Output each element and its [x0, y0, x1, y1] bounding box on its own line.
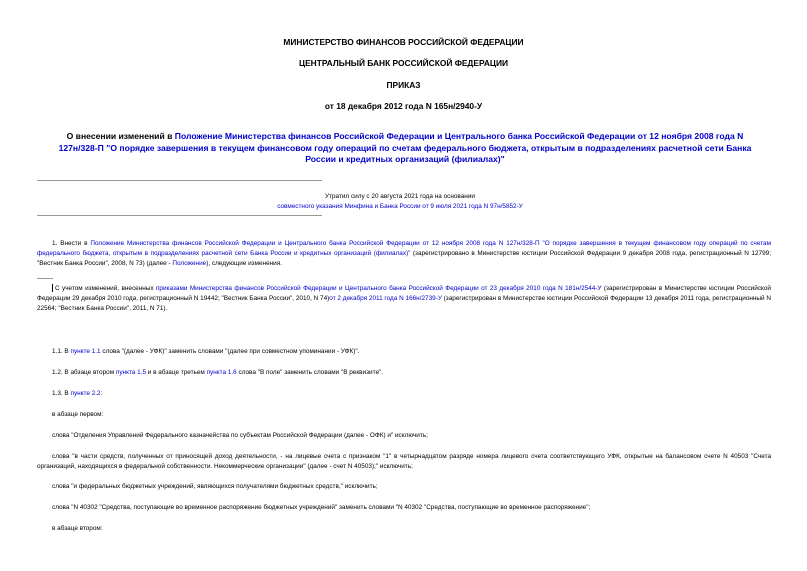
paragraph-1-2 [52, 368, 772, 378]
p1-short-name-link[interactable]: Положение [172, 260, 207, 267]
p1-text: ), следующие изменения. [206, 260, 282, 267]
ministry-heading: МИНИСТЕРСТВО ФИНАНСОВ РОССИЙСКОЙ ФЕДЕРАЦИИ [283, 37, 524, 47]
p1-text: 1. Внести в [52, 240, 91, 247]
p1-regulation-link[interactable]: Положение Министерства финансов Российской Федерации и Центрального банка Российской Федерации от 12 ноября 2008 года N 127н/328-П "О порядке завершения в текущем финансовом году операций по счетам федерального бюджета, открытым в подразделениях расчетной сети Банка России и кредитных организаций (филиалах)" [37, 240, 771, 257]
p1-text: (зарегистрировано в Министерстве юстиции Российской Федерации 9 декабря 2008 года, регистрационный N 12799; "Вестник Банка России", 2008, N 73) [37, 250, 771, 267]
paragraph-1 [37, 239, 771, 269]
p2-text: С учетом изменений, внесенных [55, 285, 156, 292]
p5-text: 1.3. В [52, 390, 71, 397]
p5-text: : [100, 390, 103, 397]
paragraph-replace-40302: слова "N 40302 "Средства, поступающие во временное распоряжение бюджетных учреждений" заменить словами "N 40302 "Средства, поступающие во временное распоряжение"; [52, 504, 591, 511]
title-regulation-link[interactable]: Положение Министерства финансов Российской Федерации и Центрального банка Российской Федерации от 12 ноября 2008 года N 127н/328-П "О порядке завершения в текущем финансовом году операций по счетам федерального бюджета, открытым в подразделениях расчетной сети Банка России и кредитных организаций (филиалах)" [58, 131, 752, 165]
paragraph-second-abzac: в абзаце втором: [52, 525, 103, 532]
status-line: Утратил силу с 20 августа 2021 года на основании [325, 193, 475, 200]
paragraph-exclude-ofk: слова "Отделения Управлений Федерального казначейства по субъектам Российской Федерации (далее - ОФК) и" исключить; [52, 432, 428, 439]
p1-text: (далее - [144, 260, 173, 267]
paragraph-first-abzac: в абзаце первом: [52, 411, 104, 418]
p3-text: слова "(далее - УФК)" заменить словами "(далее при совместном упоминании - УФК)". [100, 348, 360, 355]
clause-2-2-link[interactable]: пункте 2.2 [70, 390, 101, 397]
p4-text: и в абзаце третьем [146, 369, 207, 376]
divider [37, 215, 322, 216]
document-title [55, 131, 755, 166]
p2-text: (зарегистрирован в Министерстве юстиции Российской Федерации 29 декабря 2010 года, регистрационный N 19442; "Вестник Банка России", 2010, N 74) [37, 285, 772, 302]
p4-text: 1.2. В абзаце втором [52, 369, 116, 376]
bank-heading: ЦЕНТРАЛЬНЫЙ БАНК РОССИЙСКОЙ ФЕДЕРАЦИИ [298, 58, 509, 68]
clause-1-1-link[interactable]: пункте 1.1 [70, 348, 101, 355]
title-prefix: О внесении изменений в [66, 131, 175, 141]
p2-text: (зарегистрирован в Министерстве юстиции Российской Федерации 13 декабря 2011 года, регистрационный N 22564; "Вестник Банка России", 2011, N 71). [37, 295, 771, 312]
date-number-heading: от 18 декабря 2012 года N 165н/2940-У [324, 101, 483, 111]
paragraph-exclude-account: слова "в части средств, полученных от приносящей доход деятельности, - на лицевые счета с признаком "1" в четырнадцатом разряде номера лицевого счета соответствующего УФК, открытые на балансовом счете N 40503 "Счета организаций, находящихся в федеральной собственности. Некоммерческие организации" (далее - счет N 40503);" исключить; [37, 453, 771, 470]
comment-marker [52, 284, 53, 292]
doc-type-heading: ПРИКАЗ [386, 80, 421, 90]
divider [37, 278, 53, 279]
status-note [200, 192, 600, 212]
divider [37, 180, 322, 181]
repeal-document-link[interactable]: совместного указания Минфина и Банка России от 9 июля 2021 года N 97н/5852-У [277, 203, 523, 210]
p4-text: слова "В поле" заменить словами "В реквизите". [236, 369, 384, 376]
paragraph-1-1 [52, 347, 772, 357]
clause-1-5-link[interactable]: пункта 1.5 [115, 369, 147, 376]
p2-orders-link[interactable]: приказами Министерства финансов Российской Федерации и Центрального банка Российской Федерации от 23 декабря 2010 года N 181н/2544-У [155, 285, 602, 292]
p2-order-2011-link[interactable]: от 2 декабря 2011 года N 166н/2739-У [329, 295, 442, 302]
clause-1-6-link[interactable]: пункта 1.6 [206, 369, 237, 376]
p3-text: 1.1. В [52, 348, 71, 355]
paragraph-exclude-budget: слова "и федеральных бюджетных учреждений, являющихся получателями бюджетных средств," исключить; [52, 483, 378, 490]
paragraph-2 [37, 284, 771, 314]
paragraph-1-3 [52, 389, 772, 399]
